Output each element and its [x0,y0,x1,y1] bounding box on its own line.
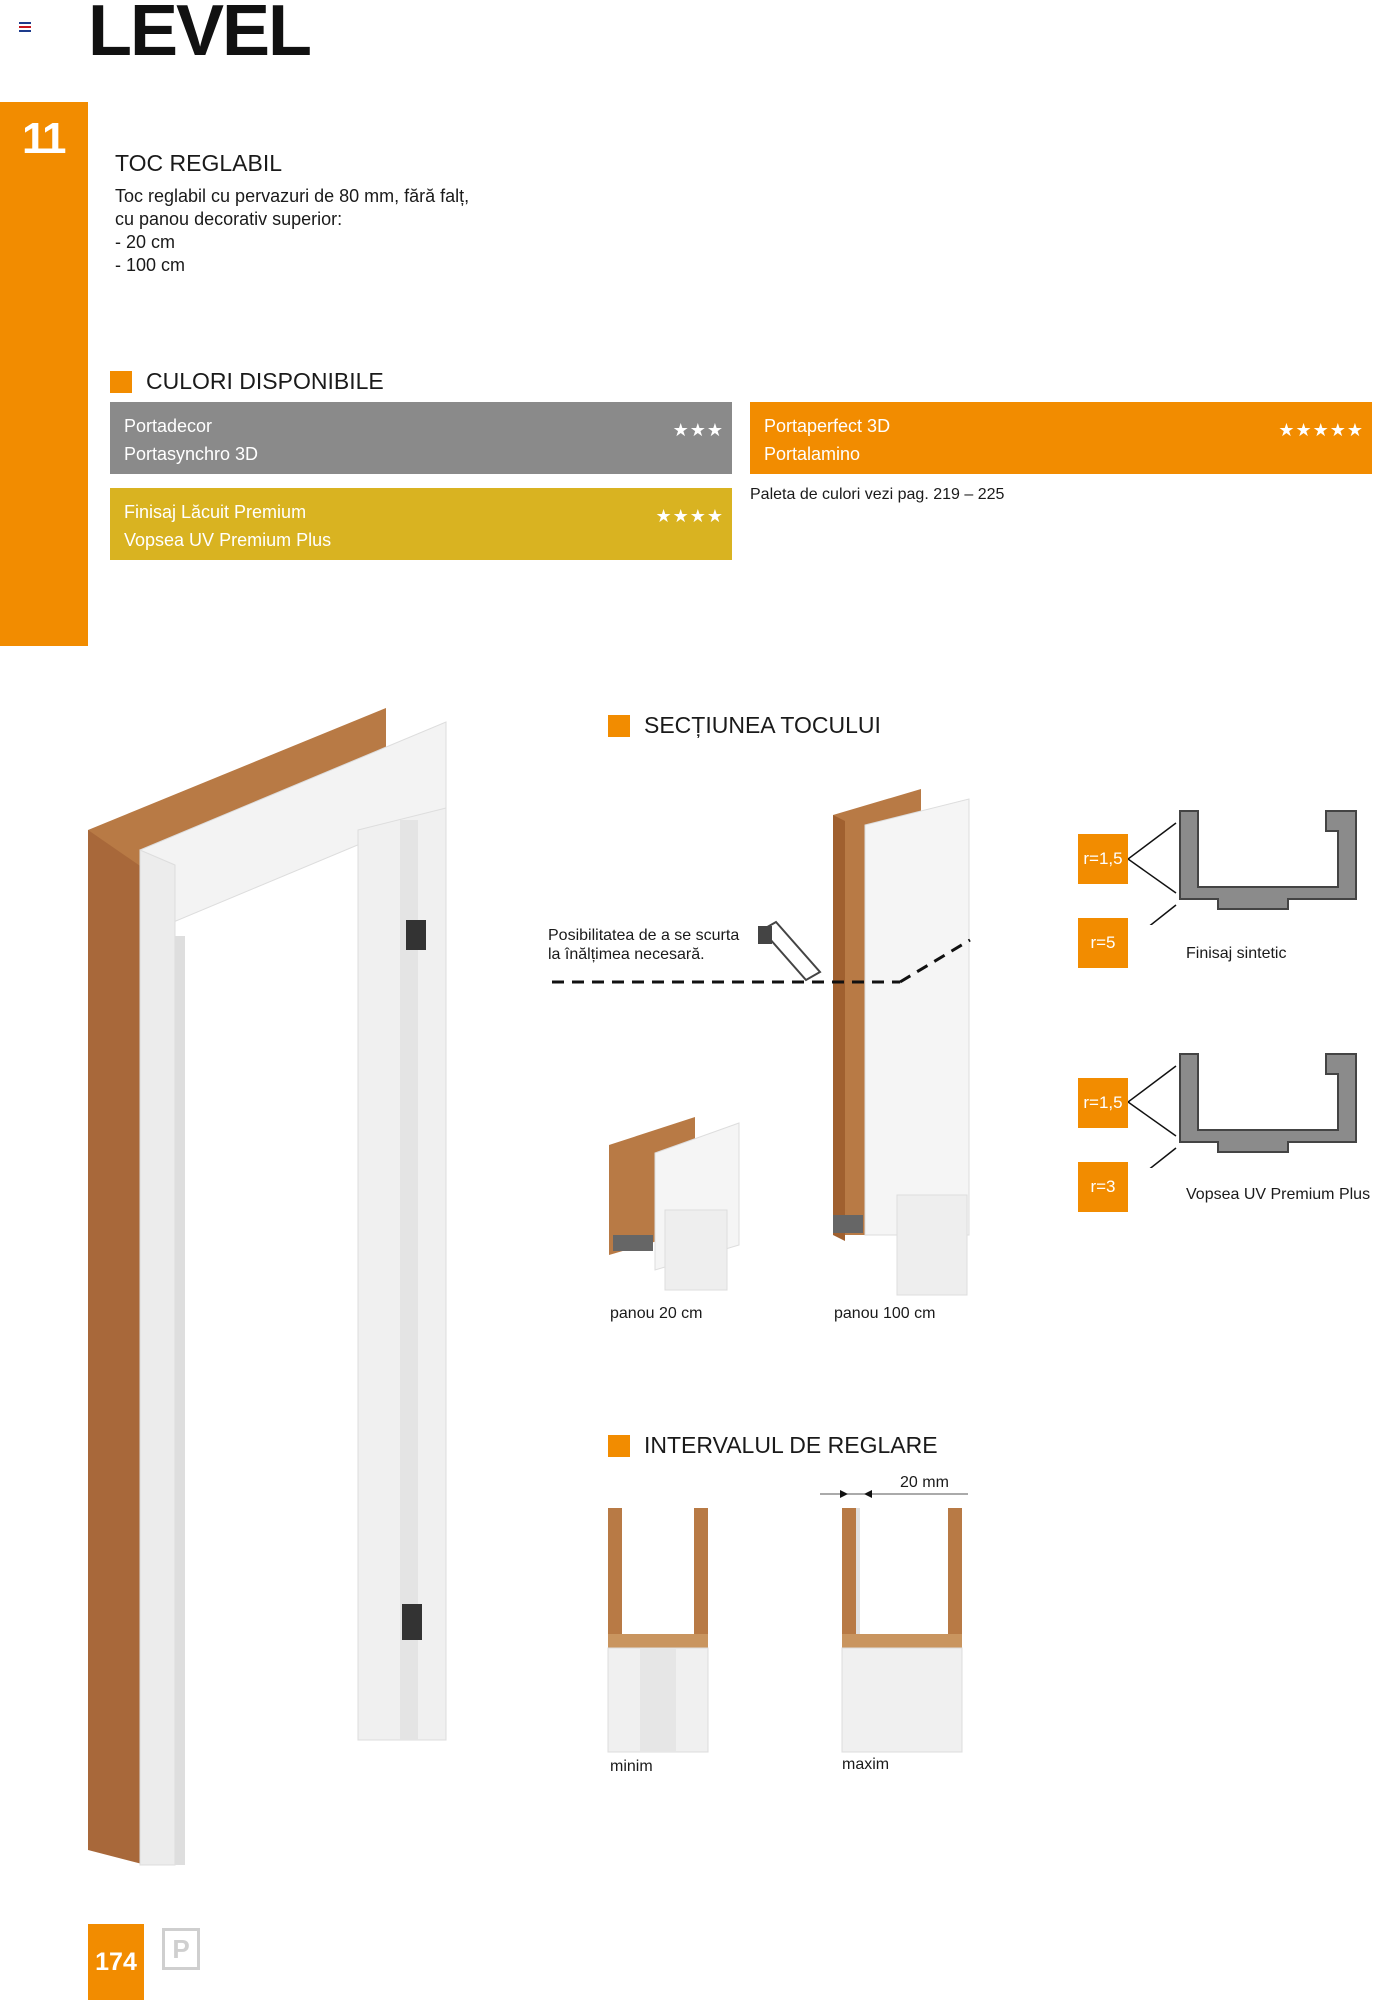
colors-heading: CULORI DISPONIBILE [110,368,384,395]
cut-line [550,920,980,990]
description-line: Toc reglabil cu pervazuri de 80 mm, fără falț, [115,186,470,206]
dimension-label: 20 mm [900,1474,949,1491]
panel-caption-100: panou 100 cm [834,1305,936,1322]
stars-rating: ★★★★ [655,506,724,526]
stars-rating: ★★★★★ [1278,420,1364,440]
orange-square-icon [110,371,132,393]
adjust-heading: INTERVALUL DE REGLARE [608,1432,938,1459]
saw-icon [758,922,820,980]
description-line: cu panou decorativ superior: [115,209,343,229]
product-description [115,185,469,277]
radius-label: r=1,5 [1078,834,1128,884]
product-title: TOC REGLABIL [115,150,283,176]
cut-note: Posibilitatea de a se scurta la înălțimea necesară. [548,927,740,963]
description-line: - 20 cm [115,232,176,252]
profile-sintetic [1128,805,1373,925]
chapter-number: 11 [22,114,65,163]
adjust-caption-max: maxim [842,1756,890,1773]
stars-rating: ★★★ [672,420,724,440]
section-heading: SECȚIUNEA TOCULUI [608,712,881,739]
panel-caption-20: panou 20 cm [610,1305,703,1322]
adjust-max-illustration [818,1472,968,1754]
radius-label: r=3 [1078,1162,1128,1212]
brand-logo-icon: P [162,1928,200,1970]
profile-vopsea [1128,1048,1373,1168]
color-box-portadecor: Portadecor Portasynchro 3D ★★★ [110,402,732,474]
door-frame-illustration [80,700,460,1870]
color-box-portaperfect: Portaperfect 3D Portalamino ★★★★★ [750,402,1372,474]
brand-title: LEVEL [88,0,311,71]
finish-label-sintetic: Finisaj sintetic [1186,945,1287,962]
radius-label: r=1,5 [1078,1078,1128,1128]
description-line: - 100 cm [115,255,186,275]
color-box-finisaj: Finisaj Lăcuit Premium Vopsea UV Premium Plus ★★★★ [110,488,732,560]
adjust-caption-min: minim [610,1758,653,1775]
menu-icon[interactable] [19,22,31,34]
palette-note: Paleta de culori vezi pag. 219 – 225 [750,486,1005,503]
orange-square-icon [608,1435,630,1457]
adjust-min-illustration [606,1504,716,1754]
orange-square-icon [608,715,630,737]
finish-label-vopsea: Vopsea UV Premium Plus [1186,1186,1371,1203]
chapter-tab [0,102,88,646]
panel-100-illustration [825,785,975,1305]
panel-20-illustration [605,1115,745,1295]
page-number: 174 [88,1924,144,2000]
radius-label: r=5 [1078,918,1128,968]
